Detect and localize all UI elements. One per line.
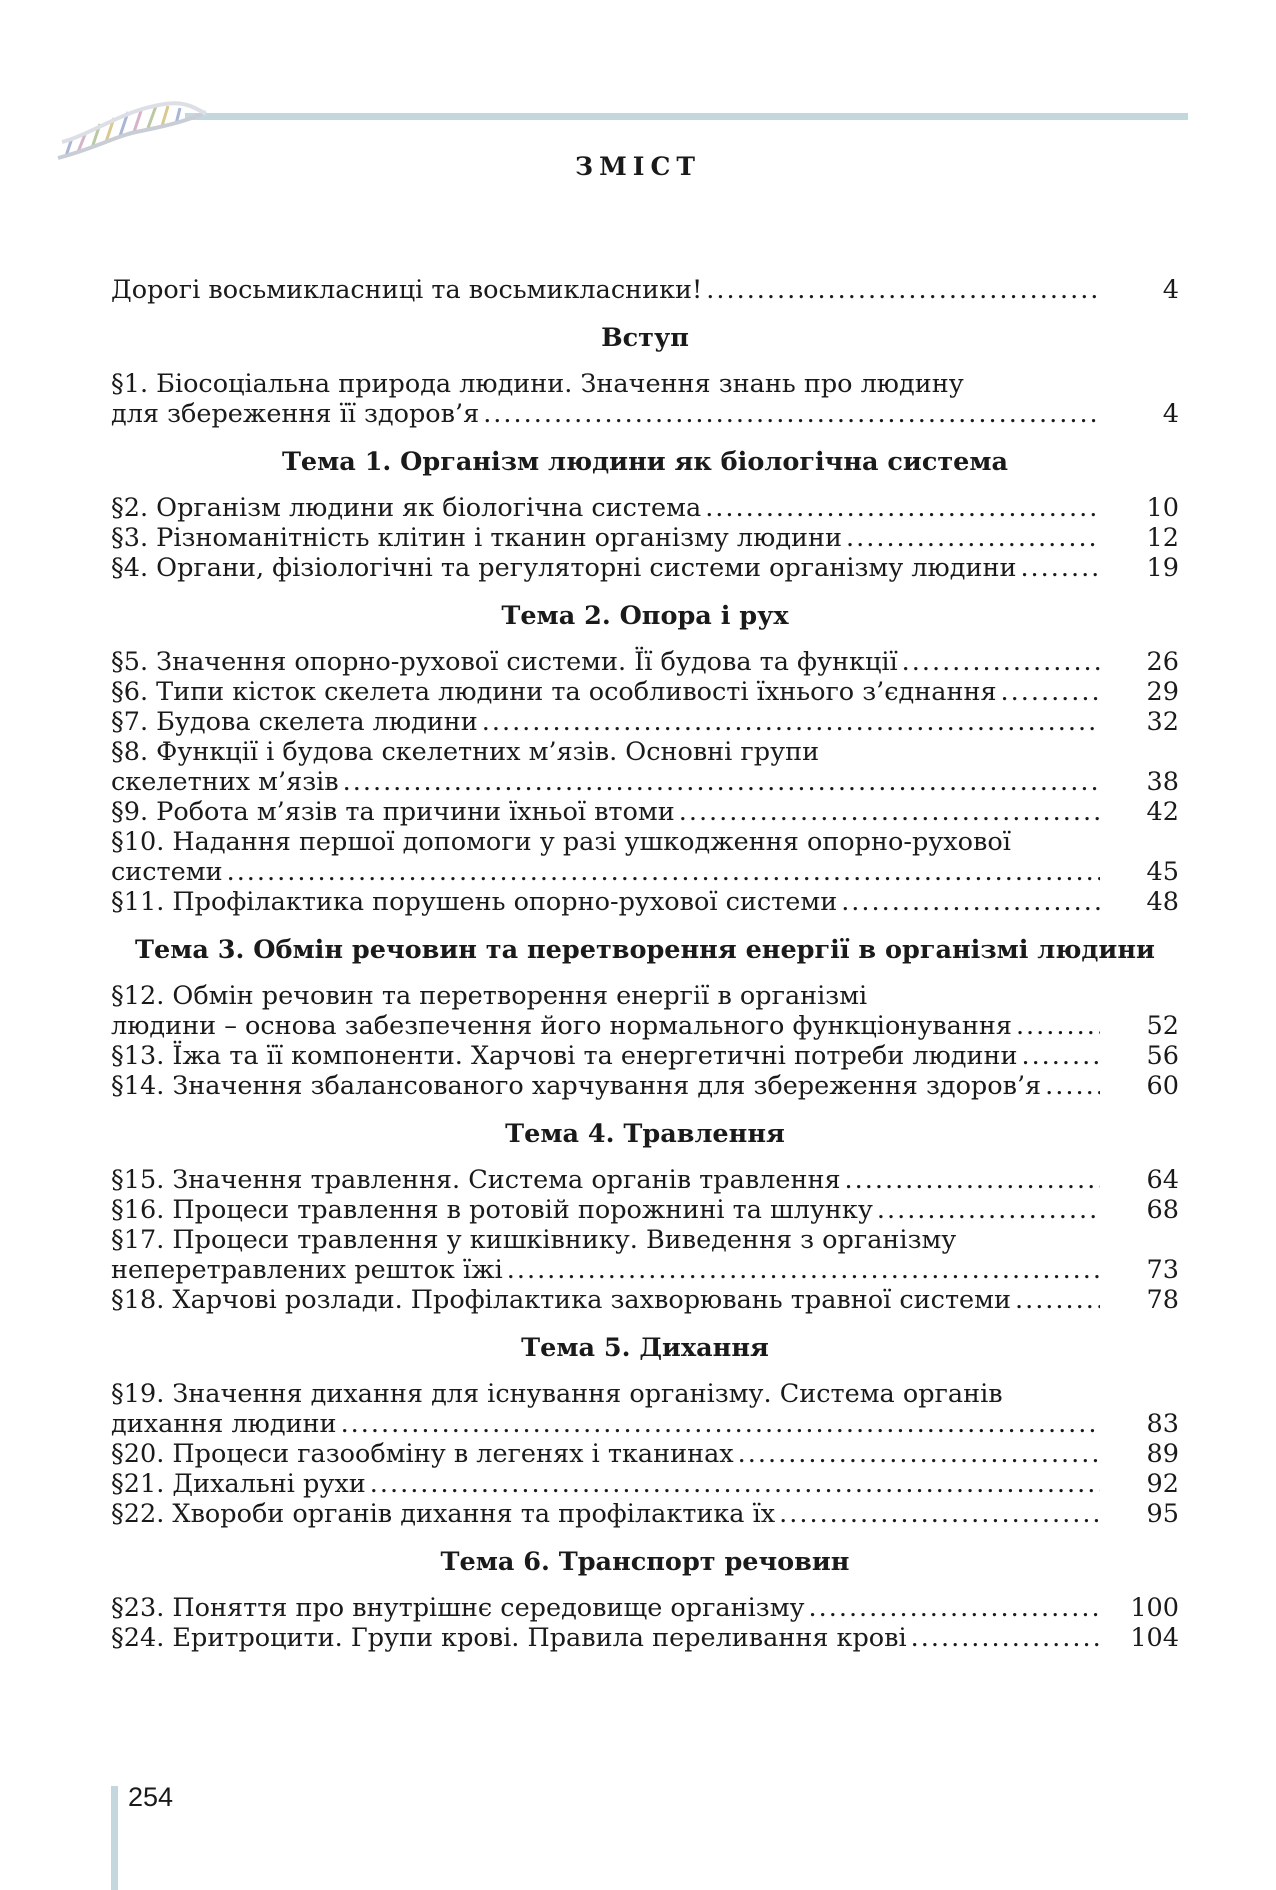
toc-entry-page: 78	[1146, 1285, 1179, 1315]
toc-entry-label: §2. Організм людини як біологічна система	[111, 493, 702, 523]
dot-leader	[911, 1623, 1100, 1653]
dot-leader	[482, 707, 1100, 737]
dot-leader	[1001, 677, 1100, 707]
toc-entry	[111, 1255, 1179, 1285]
toc-entry-page: 38	[1146, 767, 1179, 797]
toc-entry	[111, 493, 1179, 523]
table-of-contents	[111, 275, 1179, 1653]
toc-entry	[111, 1499, 1179, 1529]
dot-leader	[507, 1255, 1100, 1285]
toc-entry	[111, 1409, 1179, 1439]
toc-entry	[111, 1041, 1179, 1071]
toc-entry-label: §14. Значення збалансованого харчування для збереження здоров’я	[111, 1071, 1042, 1101]
toc-entry-label: §3. Різноманітність клітин і тканин організму людини	[111, 523, 843, 553]
toc-entry-page: 100	[1130, 1593, 1179, 1623]
toc-entry-label: §20. Процеси газообміну в легенях і тканинах	[111, 1439, 734, 1469]
dot-leader	[877, 1195, 1100, 1225]
toc-entry-label: §5. Значення опорно-рухової системи. Її будова та функції	[111, 647, 898, 677]
dot-leader	[343, 767, 1100, 797]
toc-entry-label: §6. Типи кісток скелета людини та особливості їхнього з’єднання	[111, 677, 997, 707]
toc-entry	[111, 1439, 1179, 1469]
dot-leader	[845, 1165, 1100, 1195]
toc-entry	[111, 523, 1179, 553]
section-heading: Тема 6. Транспорт речовин	[440, 1547, 850, 1577]
toc-entry-page: 45	[1146, 857, 1179, 887]
toc-entry-page: 4	[1162, 275, 1179, 305]
toc-entry-label: для збереження її здоров’я	[111, 399, 480, 429]
toc-entry	[111, 767, 1179, 797]
toc-entry	[111, 857, 1179, 887]
toc-entry-label: неперетравлених решток їжі	[111, 1255, 503, 1285]
dot-leader	[483, 399, 1100, 429]
toc-entry-page: 60	[1146, 1071, 1179, 1101]
toc-entry-line: §17. Процеси травлення у кишківнику. Виведення з організму	[111, 1225, 957, 1255]
toc-entry-page: 64	[1146, 1165, 1179, 1195]
toc-entry-label: §21. Дихальні рухи	[111, 1469, 366, 1499]
toc-entry-line: §12. Обмін речовин та перетворення енергії в організмі	[111, 981, 868, 1011]
toc-entry-page: 12	[1146, 523, 1179, 553]
dot-leader	[706, 275, 1100, 305]
dot-leader	[370, 1469, 1100, 1499]
toc-entry	[111, 399, 1179, 429]
toc-entry	[111, 1469, 1179, 1499]
toc-entry-page: 56	[1146, 1041, 1179, 1071]
toc-entry-page: 73	[1146, 1255, 1179, 1285]
toc-entry-line: §19. Значення дихання для існування організму. Система органів	[111, 1379, 1003, 1409]
header-rule	[185, 113, 1188, 120]
dot-leader	[1021, 1041, 1100, 1071]
toc-entry-page: 52	[1146, 1011, 1179, 1041]
toc-entry	[111, 1593, 1179, 1623]
toc-entry-page: 26	[1146, 647, 1179, 677]
section-heading: Тема 4. Травлення	[505, 1119, 785, 1149]
toc-entry-label: §18. Харчові розлади. Профілактика захворювань травної системи	[111, 1285, 1011, 1315]
toc-entry-label: людини – основа забезпечення його нормального функціонування	[111, 1011, 1012, 1041]
toc-entry-page: 95	[1146, 1499, 1179, 1529]
toc-entry	[111, 553, 1179, 583]
dot-leader	[846, 523, 1100, 553]
toc-entry-page: 29	[1146, 677, 1179, 707]
toc-entry	[111, 1195, 1179, 1225]
toc-entry-page: 32	[1146, 707, 1179, 737]
toc-entry	[111, 1165, 1179, 1195]
section-heading: Тема 1. Організм людини як біологічна система	[281, 447, 1009, 477]
toc-entry-label: §11. Профілактика порушень опорно-рухової системи	[111, 887, 838, 917]
toc-entry	[111, 275, 1179, 305]
toc-entry-page: 89	[1146, 1439, 1179, 1469]
dot-leader	[705, 493, 1100, 523]
toc-entry-label: Дорогі восьмикласниці та восьмикласники!	[111, 275, 703, 305]
toc-entry	[111, 1071, 1179, 1101]
page-number-bar	[111, 1786, 118, 1890]
toc-entry-page: 92	[1146, 1469, 1179, 1499]
page-title: ЗМІСТ	[575, 152, 701, 181]
toc-entry-label: §15. Значення травлення. Система органів травлення	[111, 1165, 841, 1195]
page-number: 254	[128, 1782, 174, 1812]
dot-leader	[227, 857, 1100, 887]
toc-entry-page: 19	[1146, 553, 1179, 583]
section-heading: Тема 5. Дихання	[521, 1333, 769, 1363]
toc-entry-label: §4. Органи, фізіологічні та регуляторні системи організму людини	[111, 553, 1017, 583]
toc-entry-label: §7. Будова скелета людини	[111, 707, 478, 737]
toc-entry	[111, 647, 1179, 677]
toc-entry-page: 42	[1146, 797, 1179, 827]
toc-entry-page: 83	[1146, 1409, 1179, 1439]
toc-entry-label: §16. Процеси травлення в ротовій порожнині та шлунку	[111, 1195, 873, 1225]
toc-entry	[111, 707, 1179, 737]
toc-entry-line: §1. Біосоціальна природа людини. Значення знань про людину	[111, 369, 964, 399]
toc-entry-page: 10	[1146, 493, 1179, 523]
toc-entry-label: дихання людини	[111, 1409, 337, 1439]
dot-leader	[841, 887, 1100, 917]
dot-leader	[341, 1409, 1100, 1439]
dot-leader	[679, 797, 1100, 827]
dot-leader	[1020, 553, 1100, 583]
toc-entry-line: §8. Функції і будова скелетних м’язів. Основні групи	[111, 737, 820, 767]
toc-entry-label: §24. Еритроцити. Групи крові. Правила переливання крові	[111, 1623, 907, 1653]
toc-entry-label: скелетних м’язів	[111, 767, 339, 797]
toc-entry	[111, 797, 1179, 827]
dot-leader	[1015, 1285, 1100, 1315]
toc-entry	[111, 887, 1179, 917]
toc-entry	[111, 1011, 1179, 1041]
dot-leader	[1016, 1011, 1100, 1041]
toc-entry-label: §23. Поняття про внутрішнє середовище організму	[111, 1593, 805, 1623]
toc-entry-label: §9. Робота м’язів та причини їхньої втоми	[111, 797, 675, 827]
toc-entry	[111, 677, 1179, 707]
toc-entry	[111, 1623, 1179, 1653]
section-heading: Вступ	[601, 323, 689, 353]
toc-entry-page: 104	[1130, 1623, 1179, 1653]
section-heading: Тема 2. Опора і рух	[501, 601, 789, 631]
toc-entry-label: системи	[111, 857, 223, 887]
toc-entry-page: 68	[1146, 1195, 1179, 1225]
toc-entry-line: §10. Надання першої допомоги у разі ушкодження опорно-рухової	[111, 827, 1011, 857]
toc-entry	[111, 1285, 1179, 1315]
dot-leader	[1045, 1071, 1100, 1101]
dot-leader	[738, 1439, 1100, 1469]
toc-entry-page: 48	[1146, 887, 1179, 917]
toc-entry-page: 4	[1162, 399, 1179, 429]
dot-leader	[779, 1499, 1100, 1529]
toc-entry-label: §13. Їжа та її компоненти. Харчові та енергетичні потреби людини	[111, 1041, 1018, 1071]
toc-entry-label: §22. Хвороби органів дихання та профілактика їх	[111, 1499, 776, 1529]
dot-leader	[902, 647, 1100, 677]
dot-leader	[809, 1593, 1100, 1623]
section-heading: Тема 3. Обмін речовин та перетворення енергії в організмі людини	[135, 935, 1155, 965]
